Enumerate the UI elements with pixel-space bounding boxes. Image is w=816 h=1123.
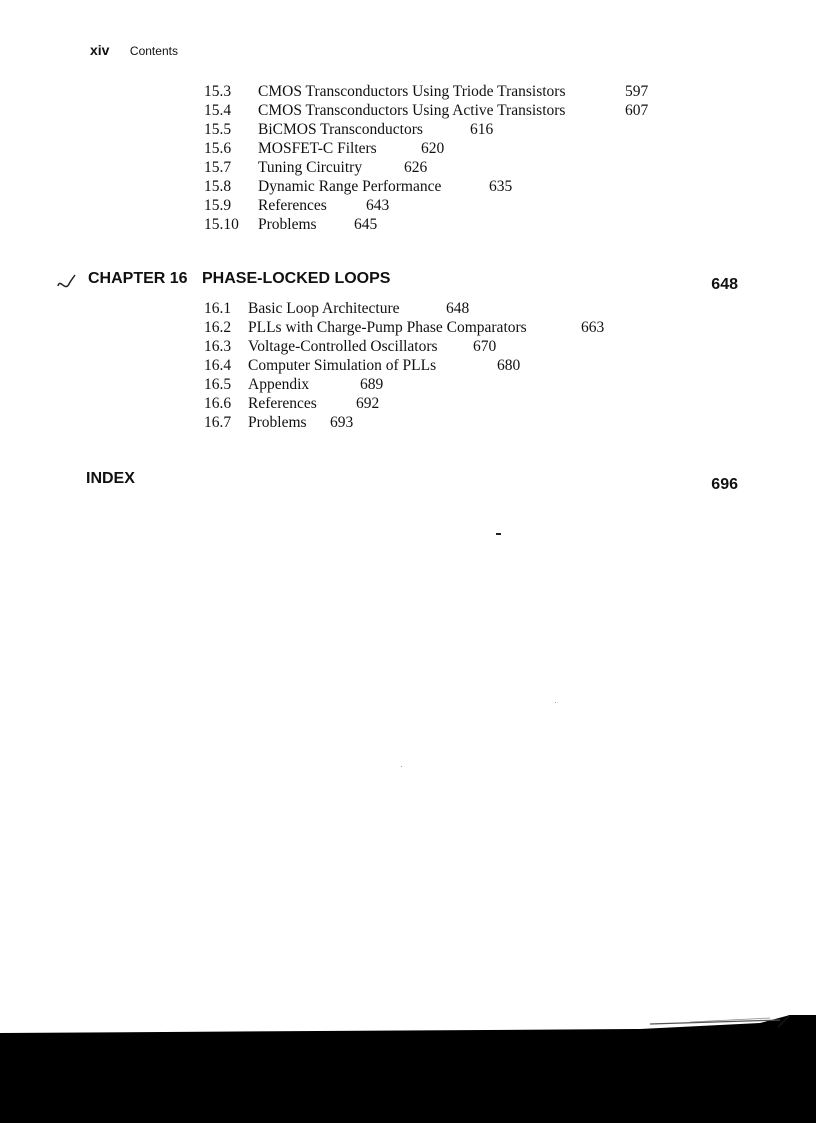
chapter-title: PHASE-LOCKED LOOPS xyxy=(202,270,391,287)
entry-page: 648 xyxy=(446,300,470,317)
entry-title: BiCMOS Transconductors xyxy=(258,121,423,138)
entry-page: 692 xyxy=(356,395,380,412)
entry-number: 15.10 xyxy=(204,216,239,233)
entry-title: Dynamic Range Performance xyxy=(258,178,442,195)
toc-entry xyxy=(204,102,648,120)
toc-entry xyxy=(204,357,520,375)
entry-number: 16.1 xyxy=(204,300,232,317)
running-head xyxy=(90,42,178,60)
entry-page: 626 xyxy=(404,159,428,176)
entry-page: 680 xyxy=(497,357,521,374)
entry-page: 693 xyxy=(330,414,354,431)
toc-entry xyxy=(204,121,493,139)
entry-number: 15.6 xyxy=(204,140,232,157)
entry-title: References xyxy=(258,197,327,214)
entry-page: 597 xyxy=(625,83,649,100)
entry-number: 15.8 xyxy=(204,178,232,195)
entry-number: 16.4 xyxy=(204,357,232,374)
entry-title: CMOS Transconductors Using Triode Transistors xyxy=(258,83,566,100)
scan-speck xyxy=(496,533,501,535)
toc-entry xyxy=(204,338,496,356)
toc-entry xyxy=(204,414,353,432)
entry-number: 16.6 xyxy=(204,395,232,412)
toc-entry xyxy=(204,83,648,101)
scan-edge-shadow xyxy=(0,1015,816,1123)
entry-title: Appendix xyxy=(248,376,310,393)
entry-page: 689 xyxy=(360,376,384,393)
entry-page: 643 xyxy=(366,197,390,214)
toc-entry xyxy=(204,178,512,196)
chapter-page: 648 xyxy=(711,276,738,293)
entry-title: Problems xyxy=(248,414,307,431)
entry-title: Computer Simulation of PLLs xyxy=(248,357,437,374)
toc-entry xyxy=(204,216,377,234)
index-label: INDEX xyxy=(86,470,135,487)
entry-number: 15.7 xyxy=(204,159,232,176)
entry-title: PLLs with Charge-Pump Phase Comparators xyxy=(248,319,527,336)
entry-number: 16.2 xyxy=(204,319,232,336)
entry-title: Tuning Circuitry xyxy=(258,159,363,176)
toc-entry xyxy=(204,395,379,413)
entry-page: 645 xyxy=(354,216,378,233)
entry-title: References xyxy=(248,395,317,412)
entry-number: 15.9 xyxy=(204,197,232,214)
entry-number: 16.5 xyxy=(204,376,232,393)
entry-number: 15.4 xyxy=(204,102,232,119)
toc-entry xyxy=(204,197,389,215)
handwritten-mark-icon xyxy=(56,272,78,292)
entry-page: 663 xyxy=(581,319,605,336)
entry-title: CMOS Transconductors Using Active Transistors xyxy=(258,102,566,119)
index-page: 696 xyxy=(711,476,738,493)
scan-speck xyxy=(555,702,556,703)
toc-entry xyxy=(204,300,469,318)
chapter-number: CHAPTER 16 xyxy=(88,270,188,287)
entry-page: 620 xyxy=(421,140,445,157)
entry-title: Basic Loop Architecture xyxy=(248,300,400,317)
toc-entry xyxy=(204,159,427,177)
entry-title: Voltage-Controlled Oscillators xyxy=(248,338,438,355)
toc-entry xyxy=(204,376,383,394)
entry-number: 15.3 xyxy=(204,83,232,100)
running-head-label: Contents xyxy=(129,44,178,58)
entry-page: 635 xyxy=(489,178,513,195)
entry-number: 15.5 xyxy=(204,121,232,138)
entry-title: Problems xyxy=(258,216,317,233)
entry-number: 16.7 xyxy=(204,414,232,431)
scan-speck xyxy=(401,766,402,767)
entry-page: 607 xyxy=(625,102,649,119)
toc-entry xyxy=(204,319,604,337)
entry-number: 16.3 xyxy=(204,338,232,355)
entry-title: MOSFET-C Filters xyxy=(258,140,377,157)
entry-page: 670 xyxy=(473,338,497,355)
page-folio: xiv xyxy=(90,42,110,58)
entry-page: 616 xyxy=(470,121,494,138)
toc-entry xyxy=(204,140,444,158)
